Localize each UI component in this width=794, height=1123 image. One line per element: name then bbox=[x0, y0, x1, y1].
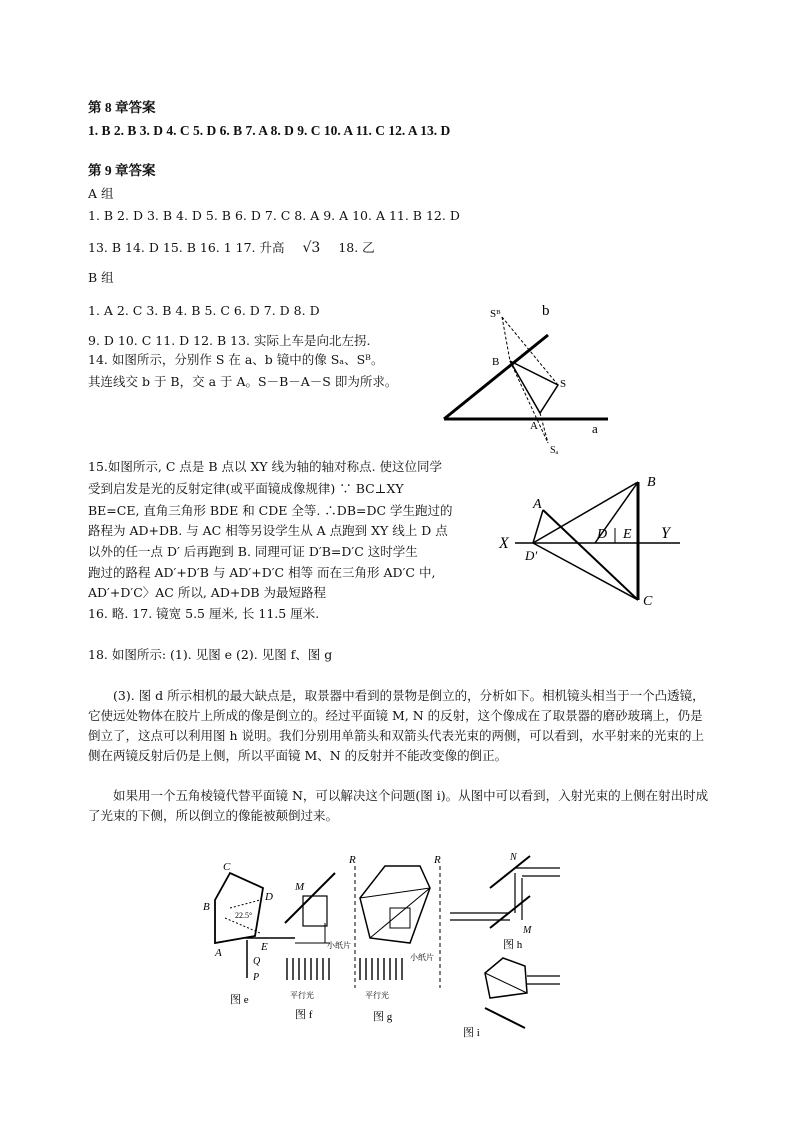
label-D-e: D bbox=[265, 891, 273, 903]
group-a-line2-suffix: 18. 乙 bbox=[338, 240, 375, 255]
label-B-e: B bbox=[203, 901, 210, 913]
label-E-e: E bbox=[261, 941, 268, 953]
q16-q17: 16. 略. 17. 镜宽 5.5 厘米, 长 11.5 厘米. bbox=[88, 606, 320, 621]
parallel-light-g bbox=[360, 958, 402, 980]
q15-line3: BE=CE, 直角三角形 BDE 和 CDE 全等. ∴DB=DC 学生跑过的 bbox=[88, 503, 453, 518]
label-B-q15: B bbox=[647, 475, 656, 490]
note-paper-f: 小纸片 bbox=[327, 941, 351, 950]
q15-line2: 受到启发是光的反射定律(或平面镜成像规律) ∵ BC⊥XY bbox=[88, 481, 404, 496]
label-a-mirror: a bbox=[592, 421, 598, 436]
q15-line1: 15.如图所示, C 点是 B 点以 XY 线为轴的轴对称点. 使这位同学 bbox=[88, 459, 443, 474]
q18-line: 18. 如图所示: (1). 见图 e (2). 见图 f、图 g bbox=[88, 647, 333, 662]
angle-label: 22.5° bbox=[235, 911, 253, 920]
label-R1: R bbox=[349, 854, 356, 866]
group-b-line2: 9. D 10. C 11. D 12. B 13. 实际上车是向北左拐. bbox=[88, 333, 371, 348]
label-D-q15: D bbox=[597, 527, 608, 542]
group-b-line3: 14. 如图所示，分别作 S 在 a、b 镜中的像 Sₐ、Sᴮ。 bbox=[88, 352, 384, 367]
group-a-line1: 1. B 2. D 3. B 4. D 5. B 6. D 7. C 8. A 9. A 10. A 11. B 12. D bbox=[88, 208, 460, 223]
label-A: A bbox=[530, 420, 538, 432]
figure-i bbox=[463, 958, 560, 1039]
parallel-light-label-f: 平行光 bbox=[290, 991, 314, 1000]
group-a-label: A 组 bbox=[88, 186, 114, 201]
label-sb: Sᴮ bbox=[490, 308, 501, 320]
figure-e bbox=[203, 861, 295, 1006]
q15-line7: AD′+D′C〉AC 所以, AD+DB 为最短路程 bbox=[88, 585, 327, 600]
caption-f: 图 f bbox=[295, 1009, 313, 1021]
dashed-sb bbox=[502, 317, 510, 361]
mirror-figure-q14 bbox=[430, 295, 620, 460]
label-C-e: C bbox=[223, 861, 231, 873]
note-paper-g: 小纸片 bbox=[410, 953, 434, 962]
label-D-prime: D′ bbox=[525, 548, 538, 563]
label-b-mirror: b bbox=[542, 303, 550, 319]
caption-h: 图 h bbox=[503, 939, 523, 951]
group-b-line1: 1. A 2. C 3. B 4. B 5. C 6. D 7. D 8. D bbox=[88, 303, 320, 318]
ch8-answers: 1. B 2. B 3. D 4. C 5. D 6. B 7. A 8. D 9. C 10. A 11. C 12. A 13. D bbox=[88, 123, 451, 138]
sqrt-three: √3 bbox=[302, 240, 321, 256]
group-a-line2-prefix: 13. B 14. D 15. B 16. 1 17. 升高 bbox=[88, 240, 285, 255]
pentaprism-e bbox=[215, 873, 263, 943]
caption-e: 图 e bbox=[230, 994, 249, 1006]
q15-line5: 以外的任一点 D′ 后再跑到 B. 同理可证 D′B=D′C 这时学生 bbox=[88, 544, 418, 559]
label-B: B bbox=[492, 356, 500, 368]
group-b-label: B 组 bbox=[88, 270, 114, 285]
group-b-line4: 其连线交 b 于 B，交 a 于 A。S－B－A－S 即为所求。 bbox=[88, 374, 398, 389]
parallel-light-label-g: 平行光 bbox=[365, 991, 389, 1000]
q15-line4: 路程为 AD+DB. 与 AC 相等另设学生从 A 点跑到 XY 线上 D 点 bbox=[88, 523, 448, 538]
paragraph-prism: 如果用一个五角棱镜代替平面镜 N，可以解决这个问题(图 i)。从图中可以看到，入射光束的上侧在射出时成了光束的下侧，所以倒立的像能被颠倒过来。 bbox=[88, 788, 709, 823]
label-Y: Y bbox=[661, 525, 670, 542]
label-A-q15: A bbox=[533, 497, 542, 512]
label-P: P bbox=[253, 972, 260, 983]
label-C-q15: C bbox=[643, 594, 653, 609]
mirror-i bbox=[485, 1008, 525, 1028]
line-ac bbox=[543, 510, 638, 600]
group-a-line2 bbox=[88, 240, 375, 256]
optics-figures-q18 bbox=[185, 848, 605, 1043]
label-X: X bbox=[499, 535, 509, 552]
label-M-h: M bbox=[523, 925, 532, 936]
label-M-f: M bbox=[295, 881, 305, 893]
pentaprism-i bbox=[485, 958, 527, 998]
figure-h bbox=[450, 852, 560, 951]
label-N: N bbox=[510, 852, 517, 863]
caption-i: 图 i bbox=[463, 1027, 480, 1039]
label-E: E bbox=[623, 527, 632, 542]
mirror-b bbox=[444, 335, 548, 419]
label-Q: Q bbox=[253, 956, 261, 967]
label-A-e: A bbox=[215, 947, 222, 959]
mirror-m-h bbox=[490, 896, 530, 928]
parallel-light-f bbox=[287, 958, 329, 980]
figure-f bbox=[285, 873, 351, 1021]
pentaprism-g bbox=[360, 866, 430, 943]
ch8-title: 第 8 章答案 bbox=[88, 100, 156, 115]
reflection-figure-q15 bbox=[495, 470, 695, 610]
caption-g: 图 g bbox=[373, 1011, 393, 1023]
label-S: S bbox=[560, 378, 567, 390]
q15-line6: 跑过的路程 AD′+D′B 与 AD′+D′C 相等 而在三角形 AD′C 中, bbox=[88, 565, 436, 580]
light-path bbox=[510, 361, 558, 413]
label-R2: R bbox=[434, 854, 441, 866]
figure-g bbox=[348, 854, 441, 1023]
dashed-sa bbox=[510, 361, 548, 443]
ch9-title: 第 9 章答案 bbox=[88, 163, 156, 178]
label-sa: Sₐ bbox=[550, 445, 559, 456]
paragraph-analysis: (3). 图 d 所示相机的最大缺点是，取景器中看到的景物是倒立的，分析如下。相机镜头相当于一个凸透镜，它使远处物体在胶片上所成的像是倒立的。经过平面镜 M, N 的反射，这个像成在了取景器的磨砂玻璃上，仍是倒立了，这点可以利用图 h 说明。我们分别用单箭头和双箭头代表光束的两侧，可以看到，水平射来的光束的上侧在两镜反射后仍是上侧，所以平面镜 M、N 的反射并不能改变像的倒正。 bbox=[88, 688, 705, 763]
